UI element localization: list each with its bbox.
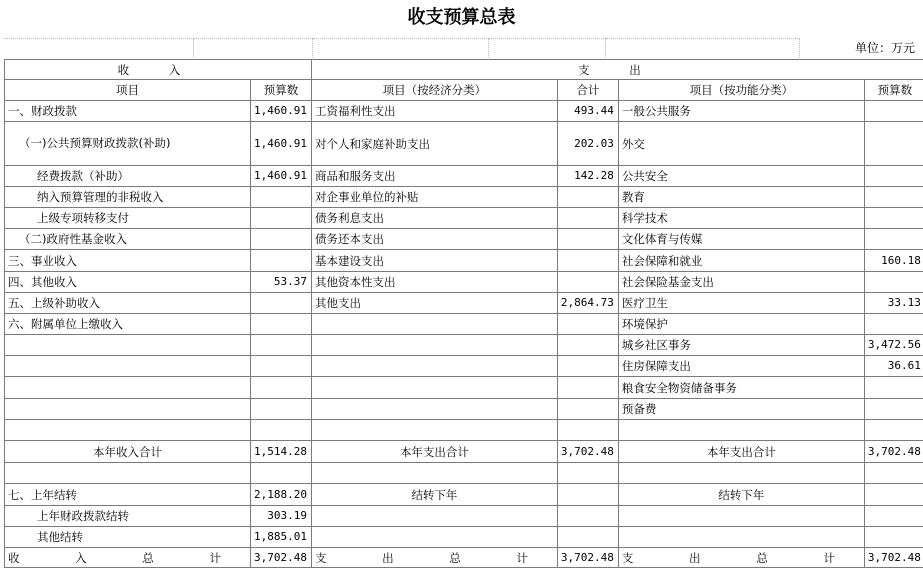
- table-row: [5, 463, 923, 484]
- expense-total[interactable]: [557, 187, 618, 208]
- col-budget-header[interactable]: 预算数: [250, 80, 311, 101]
- expense-budget[interactable]: [864, 527, 923, 548]
- blank-grid-row: [4, 38, 923, 58]
- expense-budget[interactable]: [864, 420, 923, 441]
- expense-header[interactable]: 支 出: [311, 60, 923, 80]
- income-item[interactable]: （二)政府性基金收入: [5, 229, 251, 250]
- expense-func-item[interactable]: [618, 420, 864, 441]
- expense-econ-subtotal-value[interactable]: 3,702.48: [557, 441, 618, 463]
- blank-cell[interactable]: [606, 38, 800, 58]
- income-item[interactable]: （一)公共预算财政拨款(补助): [5, 122, 251, 166]
- expense-econ-item[interactable]: 商品和服务支出: [311, 166, 557, 187]
- expense-func-item[interactable]: 住房保障支出: [618, 356, 864, 377]
- expense-econ-item[interactable]: [311, 463, 557, 484]
- expense-total[interactable]: [557, 463, 618, 484]
- income-item[interactable]: 上年财政拨款结转: [5, 506, 251, 527]
- income-header[interactable]: 收 入: [5, 60, 312, 80]
- income-subtotal-label[interactable]: 本年收入合计: [5, 441, 251, 463]
- table-title: 收支预算总表: [407, 7, 516, 28]
- expense-total[interactable]: [557, 314, 618, 335]
- blank-cell[interactable]: [194, 38, 313, 58]
- expense-budget[interactable]: 160.18: [864, 250, 923, 272]
- expense-func-item[interactable]: 城乡社区事务: [618, 335, 864, 356]
- income-subtotal-value[interactable]: 1,514.28: [250, 441, 311, 463]
- expense-func-item[interactable]: 预备费: [618, 399, 864, 420]
- income-budget[interactable]: [250, 229, 311, 250]
- income-budget[interactable]: 1,460.91: [250, 122, 311, 166]
- table-row: [5, 229, 923, 250]
- expense-econ-item[interactable]: 对企事业单位的补贴: [311, 187, 557, 208]
- header-row-1: [5, 60, 923, 80]
- expense-econ-item[interactable]: 工资福利性支出: [311, 101, 557, 122]
- unit-label: 单位：万元: [854, 41, 915, 55]
- expense-func-item[interactable]: 环境保护: [618, 314, 864, 335]
- expense-total[interactable]: 493.44: [557, 101, 618, 122]
- income-budget[interactable]: [250, 314, 311, 335]
- table-row: [5, 293, 923, 314]
- income-budget[interactable]: [250, 187, 311, 208]
- expense-total[interactable]: 142.28: [557, 166, 618, 187]
- table-row: [5, 166, 923, 187]
- expense-econ-item[interactable]: [311, 377, 557, 399]
- income-budget[interactable]: [250, 335, 311, 356]
- col-total-header[interactable]: 合计: [557, 80, 618, 101]
- expense-total[interactable]: [557, 527, 618, 548]
- col-func-item-header[interactable]: 项目（按功能分类）: [618, 80, 864, 101]
- income-item[interactable]: [5, 377, 251, 399]
- income-budget[interactable]: [250, 250, 311, 272]
- income-budget[interactable]: [250, 463, 311, 484]
- table-row: [5, 420, 923, 441]
- blank-cell[interactable]: [489, 38, 606, 58]
- expense-total[interactable]: [557, 377, 618, 399]
- expense-econ-carryover-label[interactable]: 结转下年: [311, 484, 557, 506]
- expense-econ-item[interactable]: 债务利息支出: [311, 208, 557, 229]
- income-budget[interactable]: [250, 377, 311, 399]
- table-row: [5, 356, 923, 377]
- subtotal-row: [5, 441, 923, 463]
- expense-total[interactable]: [557, 208, 618, 229]
- income-budget[interactable]: 1,460.91: [250, 166, 311, 187]
- expense-total[interactable]: [557, 506, 618, 527]
- expense-func-item[interactable]: 教育: [618, 187, 864, 208]
- budget-table: [4, 59, 923, 568]
- expense-budget[interactable]: [864, 187, 923, 208]
- income-item[interactable]: [5, 356, 251, 377]
- header-row-2: [5, 80, 923, 101]
- expense-total[interactable]: [557, 420, 618, 441]
- expense-func-item[interactable]: 文化体育与传媒: [618, 229, 864, 250]
- table-row: [5, 122, 923, 166]
- expense-func-carryover-label[interactable]: 结转下年: [618, 484, 864, 506]
- col-econ-item-header[interactable]: 项目（按经济分类）: [311, 80, 557, 101]
- income-budget[interactable]: [250, 208, 311, 229]
- expense-func-subtotal-value[interactable]: 3,702.48: [864, 441, 923, 463]
- expense-budget[interactable]: 33.13: [864, 293, 923, 314]
- expense-budget[interactable]: [864, 314, 923, 335]
- income-item[interactable]: 六、附属单位上缴收入: [5, 314, 251, 335]
- expense-econ-item[interactable]: 其他资本性支出: [311, 272, 557, 293]
- expense-econ-item[interactable]: [311, 506, 557, 527]
- expense-econ-item[interactable]: [311, 420, 557, 441]
- expense-func-subtotal-label[interactable]: 本年支出合计: [618, 441, 864, 463]
- expense-total[interactable]: [557, 399, 618, 420]
- income-item[interactable]: 七、上年结转: [5, 484, 251, 506]
- income-item[interactable]: 五、上级补助收入: [5, 293, 251, 314]
- table-row: [5, 377, 923, 399]
- table-row: [5, 399, 923, 420]
- expense-econ-grand-total-label[interactable]: 支 出 总 计: [311, 548, 557, 568]
- income-budget[interactable]: [250, 293, 311, 314]
- col-item-header[interactable]: 项目: [5, 80, 251, 101]
- grand-total-row: [5, 548, 923, 568]
- expense-econ-item[interactable]: [311, 335, 557, 356]
- expense-func-item[interactable]: 科学技术: [618, 208, 864, 229]
- expense-budget[interactable]: [864, 122, 923, 166]
- expense-func-grand-total-label[interactable]: 支 出 总 计: [618, 548, 864, 568]
- table-row: [5, 250, 923, 272]
- expense-func-item[interactable]: 外交: [618, 122, 864, 166]
- expense-func-grand-total-value[interactable]: 3,702.48: [864, 548, 923, 568]
- expense-func-item[interactable]: 粮食安全物资储备事务: [618, 377, 864, 399]
- expense-total[interactable]: 2,864.73: [557, 293, 618, 314]
- expense-func-item[interactable]: 一般公共服务: [618, 101, 864, 122]
- expense-budget[interactable]: [864, 399, 923, 420]
- table-row: [5, 527, 923, 548]
- expense-total[interactable]: 202.03: [557, 122, 618, 166]
- expense-budget[interactable]: 36.61: [864, 356, 923, 377]
- expense-func-item[interactable]: 医疗卫生: [618, 293, 864, 314]
- income-budget[interactable]: 1,885.01: [250, 527, 311, 548]
- table-row: [5, 335, 923, 356]
- income-item[interactable]: 经费拨款（补助）: [5, 166, 251, 187]
- table-row: [5, 208, 923, 229]
- expense-econ-grand-total-value[interactable]: 3,702.48: [557, 548, 618, 568]
- expense-budget[interactable]: [864, 229, 923, 250]
- table-row: [5, 187, 923, 208]
- expense-econ-item[interactable]: 其他支出: [311, 293, 557, 314]
- table-row: [5, 314, 923, 335]
- expense-budget[interactable]: [864, 506, 923, 527]
- income-item[interactable]: [5, 399, 251, 420]
- carryover-row: [5, 484, 923, 506]
- table-row: [5, 506, 923, 527]
- expense-func-item[interactable]: [618, 527, 864, 548]
- expense-budget[interactable]: [864, 272, 923, 293]
- expense-econ-item[interactable]: 基本建设支出: [311, 250, 557, 272]
- income-budget[interactable]: 1,460.91: [250, 101, 311, 122]
- expense-total[interactable]: [557, 484, 618, 506]
- income-item[interactable]: 其他结转: [5, 527, 251, 548]
- blank-cell[interactable]: [313, 38, 489, 58]
- income-item[interactable]: 一、财政拨款: [5, 101, 251, 122]
- income-budget[interactable]: 53.37: [250, 272, 311, 293]
- expense-econ-item[interactable]: 债务还本支出: [311, 229, 557, 250]
- expense-func-item[interactable]: [618, 506, 864, 527]
- expense-total[interactable]: [557, 229, 618, 250]
- income-budget[interactable]: 2,188.20: [250, 484, 311, 506]
- expense-budget[interactable]: [864, 101, 923, 122]
- expense-econ-item[interactable]: [311, 314, 557, 335]
- income-grand-total-label[interactable]: 收 入 总 计: [5, 548, 251, 568]
- expense-func-item[interactable]: 公共安全: [618, 166, 864, 187]
- income-grand-total-value[interactable]: 3,702.48: [250, 548, 311, 568]
- expense-total[interactable]: [557, 250, 618, 272]
- income-item[interactable]: [5, 335, 251, 356]
- expense-econ-item[interactable]: [311, 527, 557, 548]
- income-budget[interactable]: [250, 356, 311, 377]
- col-budget2-header[interactable]: 预算数: [864, 80, 923, 101]
- expense-econ-item[interactable]: [311, 356, 557, 377]
- income-item[interactable]: 四、其他收入: [5, 272, 251, 293]
- income-item[interactable]: 三、事业收入: [5, 250, 251, 272]
- expense-budget[interactable]: [864, 463, 923, 484]
- table-row: [5, 101, 923, 122]
- income-budget[interactable]: [250, 420, 311, 441]
- expense-budget[interactable]: [864, 484, 923, 506]
- expense-func-item[interactable]: 社会保险基金支出: [618, 272, 864, 293]
- expense-total[interactable]: [557, 272, 618, 293]
- expense-func-item[interactable]: [618, 463, 864, 484]
- expense-budget[interactable]: [864, 166, 923, 187]
- expense-econ-item[interactable]: [311, 399, 557, 420]
- table-row: [5, 272, 923, 293]
- expense-econ-item[interactable]: 对个人和家庭补助支出: [311, 122, 557, 166]
- expense-total[interactable]: [557, 356, 618, 377]
- income-budget[interactable]: [250, 399, 311, 420]
- income-item[interactable]: [5, 420, 251, 441]
- expense-budget[interactable]: [864, 377, 923, 399]
- income-budget[interactable]: 303.19: [250, 506, 311, 527]
- income-item[interactable]: 纳入预算管理的非税收入: [5, 187, 251, 208]
- income-item[interactable]: 上级专项转移支付: [5, 208, 251, 229]
- expense-func-item[interactable]: 社会保障和就业: [618, 250, 864, 272]
- expense-budget[interactable]: [864, 208, 923, 229]
- expense-budget[interactable]: 3,472.56: [864, 335, 923, 356]
- blank-cell[interactable]: [4, 38, 194, 58]
- income-item[interactable]: [5, 463, 251, 484]
- expense-total[interactable]: [557, 335, 618, 356]
- expense-econ-subtotal-label[interactable]: 本年支出合计: [311, 441, 557, 463]
